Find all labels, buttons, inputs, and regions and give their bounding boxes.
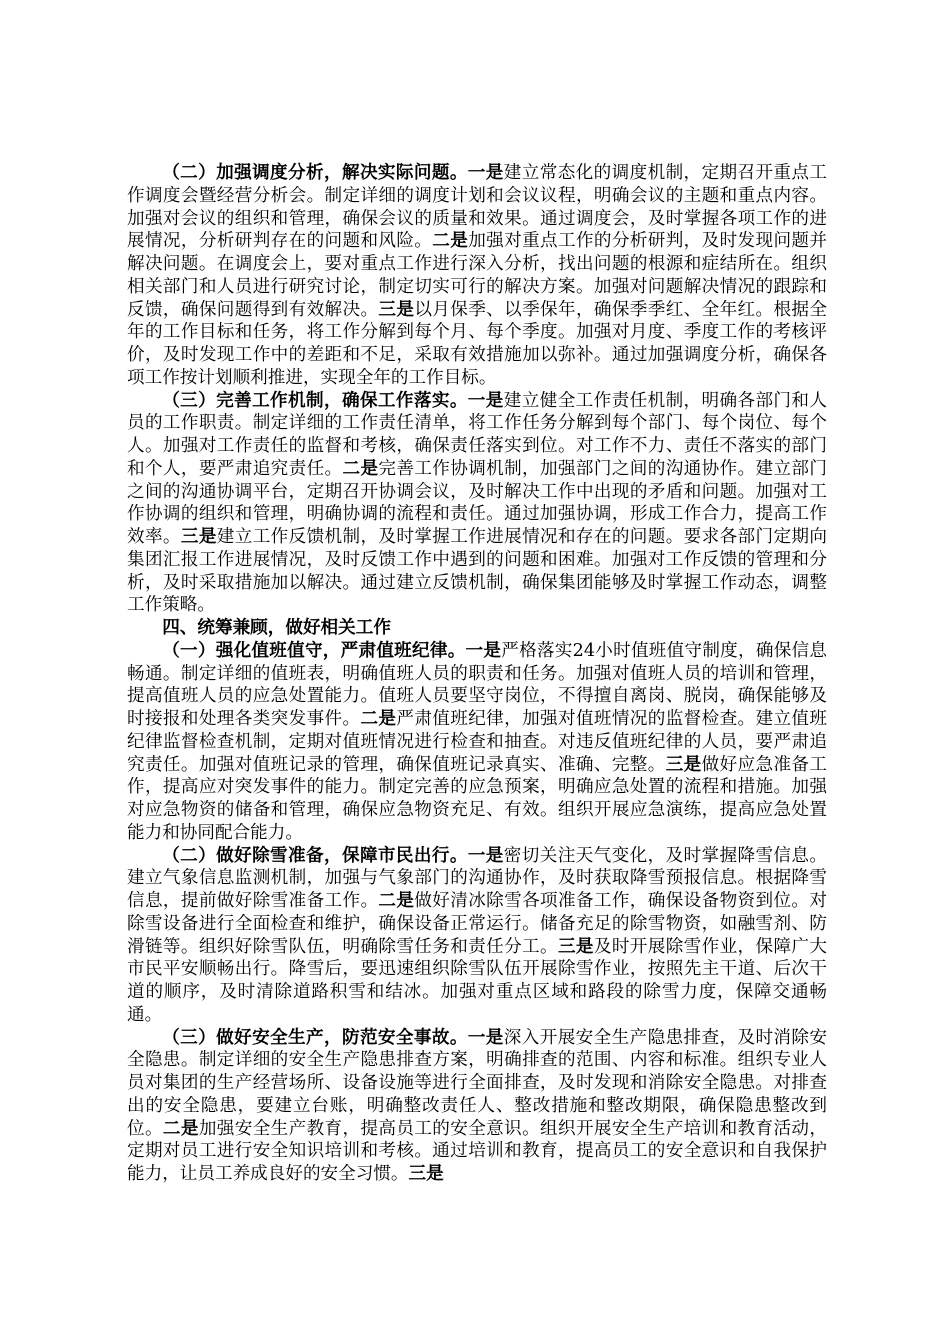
heading-run: 二是	[162, 1117, 199, 1139]
heading-run: 三是	[378, 298, 415, 320]
body-run: 做好应急准备工作，提高应对突发事件的能力。制定完善的应急预案，明确应急处置的流程和措施。加强对应急物资的储备和管理，确保应急物资充足、有效。组织开展应急演练，提高应急处置能力和协同配合能力。	[127, 754, 827, 843]
body-run: 及时开展除雪作业，保障广大市民平安顺畅出行。降雪后，要迅速组织除雪队伍开展除雪作业，按照先主干道、后次干道的顺序，及时清除道路积雪和结冰。加强对重点区域和路段的除雪力度，保障交通畅通。	[127, 936, 827, 1025]
heading-run: 三是	[180, 526, 217, 547]
document-body	[127, 162, 827, 1186]
heading-run: 二是	[360, 708, 397, 729]
body-run: 加强安全生产教育，提高员工的安全意识。组织开展安全生产培训和教育活动，定期对员工进行安全知识培训和考核。通过培训和教育，提高员工的安全意识和自我保护能力，让员工养成良好的安全习惯。	[127, 1118, 827, 1184]
body-run: 加强对重点工作的分析研判，及时发现问题并解决问题。在调度会上，要对重点工作进行深入分析，找出问题的根源和症结所在。组织相关部门和人员进行研究讨论，制定切实可行的解决方案。加强对问题解决情况的跟踪和反馈，确保问题得到有效解决。	[127, 231, 827, 320]
heading-run: 二是	[378, 890, 415, 911]
heading-run: （二）做好除雪准备，保障市民出行。一是	[162, 844, 504, 866]
section-heading-four	[127, 617, 827, 640]
body-run: 深入开展安全生产隐患排查，及时消除安全隐患。制定详细的安全生产隐患排查方案，明确排查的范围、内容和标准。组织专业人员对集团的生产经营场所、设备设施等进行全面排查，及时发现和消除安全隐患。对排查出的安全隐患，要建立台账，明确整改责任人、整改措施和整改期限，确保隐患整改到位。	[127, 1027, 827, 1139]
heading-run: （一）强化值班值守，严肃值班纪律。一是	[162, 639, 502, 661]
heading-run: （三）做好安全生产，防范安全事故。一是	[162, 1026, 504, 1048]
body-run: 完善工作协调机制，加强部门之间的沟通协作。建立部门之间的沟通协调平台，定期召开协调会议，及时解决工作中出现的矛盾和问题。加强对工作协调的组织和管理，明确协调的流程和责任。通过加强协调，形成工作合力，提高工作效率。	[127, 458, 827, 547]
body-run: 严格落实24小时值班值守制度，确保信息畅通。制定详细的值班表，明确值班人员的职责和任务。加强对值班人员的培训和管理，提高值班人员的应急处置能力。值班人员要坚守岗位，不得擅自离岗、脱岗，确保能够及时接报和处理各类突发事件。	[127, 640, 827, 729]
heading-run: 三是	[665, 753, 702, 775]
body-run: 建立工作反馈机制，及时掌握工作进展情况和存在的问题。要求各部门定期向集团汇报工作进展情况，及时反馈工作中遇到的问题和困难。加强对工作反馈的管理和分析，及时采取措施加以解决。通过建立反馈机制，确保集团能够及时掌握工作动态，调整工作策略。	[127, 527, 827, 616]
paragraph-safety-production	[127, 1027, 827, 1186]
paragraph-work-mechanism	[127, 390, 827, 618]
body-run: 做好清冰除雪各项准备工作，确保设备物资到位。对除雪设备进行全面检查和维护，确保设备正常运行。储备充足的除雪物资，如融雪剂、防滑链等。组织好除雪队伍，明确除雪任务和责任分工。	[127, 891, 827, 957]
paragraph-dispatch-analysis	[127, 162, 827, 390]
body-run: 建立健全工作责任机制，明确各部门和人员的工作职责。制定详细的工作责任清单，将工作任务分解到每个部门、每个岗位、每个人。加强对工作责任的监督和考核，确保责任落实到位。对工作不力、责任不落实的部门和个人，要严肃追究责任。	[127, 390, 827, 479]
body-run: 建立常态化的调度机制，定期召开重点工作调度会暨经营分析会。制定详细的调度计划和会议议程，明确会议的主题和重点内容。加强对会议的组织和管理，确保会议的质量和效果。通过调度会，及时掌握各项工作的进展情况，分析研判存在的问题和风险。	[127, 163, 827, 252]
section-heading-text: 四、统筹兼顾，做好相关工作	[162, 617, 391, 638]
heading-run: 三是	[408, 1163, 444, 1184]
paragraph-duty-watch	[127, 640, 827, 845]
body-run: 严肃值班纪律，加强对值班情况的监督检查。建立值班纪律监督检查机制，定期对值班情况进行检查和抽查。对违反值班纪律的人员，要严肃追究责任。加强对值班记录的管理，确保值班记录真实、准确、完整。	[127, 709, 827, 775]
heading-run: （三）完善工作机制，确保工作落实。一是	[162, 389, 504, 411]
heading-run: 三是	[557, 935, 594, 957]
body-run: 密切关注天气变化，及时掌握降雪信息。建立气象信息监测机制，加强与气象部门的沟通协作，及时获取降雪预报信息。根据降雪信息，提前做好除雪准备工作。	[127, 845, 827, 911]
body-run: 以月保季、以季保年，确保季季红、全年红。根据全年的工作目标和任务，将工作分解到每个月、每个季度。加强对月度、季度工作的考核评价，及时发现工作中的差距和不足，采取有效措施加以弥补。通过加强调度分析，确保各项工作按计划顺利推进，实现全年的工作目标。	[127, 299, 827, 388]
heading-run: 二是	[432, 230, 469, 252]
heading-run: 二是	[342, 457, 379, 479]
heading-run: （二）加强调度分析，解决实际问题。一是	[162, 162, 504, 183]
paragraph-snow-removal	[127, 845, 827, 1027]
